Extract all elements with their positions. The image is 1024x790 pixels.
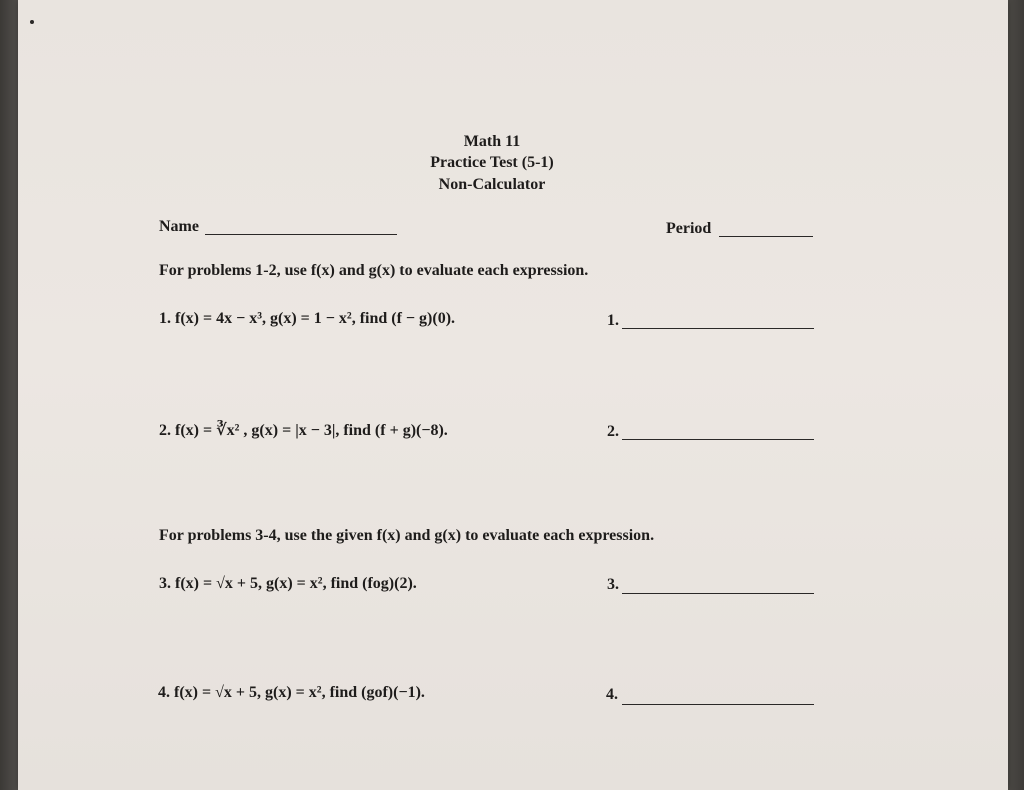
period-blank[interactable] (719, 236, 813, 237)
problem-2: 2. f(x) = ∛x² , g(x) = |x − 3|, find (f + g)(−8). (159, 422, 448, 439)
section-2-instruction: For problems 3-4, use the given f(x) and g(x) to evaluate each expression. (159, 527, 655, 544)
answer-label-2: 2. (607, 423, 619, 440)
paper-mark (30, 20, 34, 24)
name-blank[interactable] (205, 234, 397, 235)
period-label: Period (666, 220, 712, 237)
answer-label-4: 4. (606, 686, 618, 703)
answer-blank-4[interactable] (622, 704, 814, 705)
test-title: Practice Test (5-1) (430, 154, 554, 171)
problem-3: 3. f(x) = √x + 5, g(x) = x², find (fog)(2). (159, 575, 417, 592)
answer-label-1: 1. (607, 312, 619, 329)
problem-1: 1. f(x) = 4x − x³, g(x) = 1 − x², find (f − g)(0). (159, 310, 456, 327)
answer-label-3: 3. (607, 576, 619, 593)
calculator-mode: Non-Calculator (438, 176, 546, 193)
problem-4: 4. f(x) = √x + 5, g(x) = x², find (gof)(−1). (158, 684, 425, 701)
course-title: Math 11 (463, 133, 521, 150)
answer-blank-2[interactable] (622, 439, 814, 440)
section-1-instruction: For problems 1-2, use f(x) and g(x) to evaluate each expression. (159, 262, 589, 279)
answer-blank-1[interactable] (622, 328, 814, 329)
worksheet-paper (18, 0, 1008, 790)
answer-blank-3[interactable] (622, 593, 814, 594)
name-label: Name (159, 218, 199, 235)
